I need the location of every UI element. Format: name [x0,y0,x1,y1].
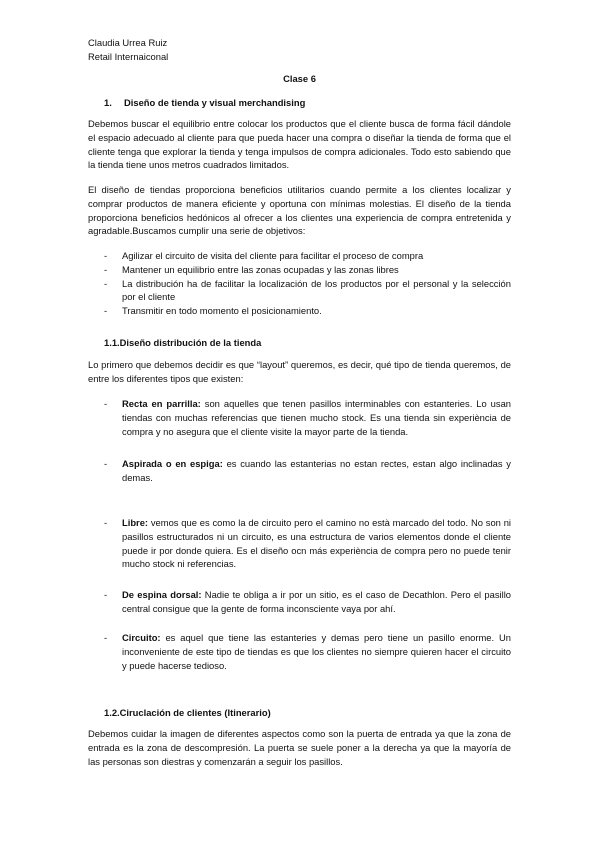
definition-text: es aquel que tiene las estanteries y demas pero tiene un pasillo enorme. Un inconveniente de este tipo de tiendas es que los clientes no siempre quieren hacer el circuito y puede hacerse tedioso. [122,632,511,671]
section-1-number: 1. [104,97,112,108]
definition-text: es cuando las estanterias no estan rectes, estan algo inclinadas y demas. [122,458,511,483]
definition-term: Libre: [122,517,149,528]
definition-text: Nadie te obliga a ir por un sitio, es el caso de Decathlon. Pero el pasillo central consigue que la gente de forma inconsciente vaya por ahí. [122,589,511,614]
section-1-2-paragraph: Debemos cuidar la imagen de diferentes aspectos como son la puerta de entrada ya que la zona de entrada es la zona de descompresión. La puerta se suele poner a la derecha ya que la mayoría de las personas son diestras y comenzarán a seguir los pasillos. [88,728,511,767]
author-block [88,36,168,64]
page-title: Clase 6 [283,73,316,84]
definition-text: vemos que es como la de circuito pero el camino no està marcado del todo. No son ni pasillos estructurados ni un circuito, es una estructura de varios elementos donde el cliente puede ir por donde quiera. Es el diseño ocn más experiència de compra pero no puede tenir mucho stock ni referencias. [122,517,511,570]
list-item: - Mantener un equilibrio entre las zonas ocupadas y las zonas libres [104,263,399,275]
section-1-1-intro: Lo primero que debemos decidir es que “layout” queremos, es decir, qué tipo de tienda queremos, de entre los diferentes tipos que existen: [88,359,511,384]
section-1-paragraph-1: Debemos buscar el equilibrio entre colocar los productos que el cliente busca de forma fácil dándole el espacio adecuado al cliente para que pueda hacer una compra o diseñar la tienda de forma que el cliente tenga que explorar la tienda y tenga impulsos de compra adicionales. Todo esto sabiendo que la tienda tiene unos metros cuadrados limitados. [88,118,511,171]
section-1-2-heading: 1.2.Ciruclación de clientes (Itinerario) [104,707,271,718]
definition-term: Recta en parrilla: [122,398,201,409]
definition-term: De espina dorsal: [122,589,202,600]
layout-definition-recta: - Recta en parrilla: son aquelles que tenen pasillos interminables con estanteries. Lo usan tiendas con muchas referencias que tienen mucho stock. Es una tienda sin experiència de compra y no asegura que el cliente visite la mayor parte de la tienda. [104,398,512,437]
layout-definition-libre: - Libre: vemos que es como la de circuito pero el camino no està marcado del todo. No son ni pasillos estructurados ni un circuito, es una estructura de varios elementos donde el cliente puede ir por donde quiera. Es el diseño ocn más experiència de compra pero no puede tenir mucho stock ni referencias. [104,517,511,570]
definition-term: Circuito: [122,632,161,643]
list-item: - La distribución ha de facilitar la localización de los productos por el personal y la selección por el cliente [104,277,511,303]
section-1-title: Diseño de tienda y visual merchandising [124,97,306,108]
definition-term: Aspirada o en espiga: [122,458,223,469]
layout-definition-espina-dorsal: - De espina dorsal: Nadie te obliga a ir por un sitio, es el caso de Decathlon. Pero el pasillo central consigue que la gente de forma inconsciente vaya por ahí. [104,589,511,614]
layout-definition-circuito: - Circuito: es aquel que tiene las estanteries y demas pero tiene un pasillo enorme. Un inconveniente de este tipo de tiendas es que los clientes no siempre quieren hacer el circuito y puede hacerse tedioso. [104,632,511,671]
section-1-1-heading: 1.1.Diseño distribución de la tienda [104,337,262,348]
author-name: Claudia Urrea Ruiz [88,37,168,48]
objectives-list [104,249,511,318]
definition-text: son aquelles que tenen pasillos interminables con estanteries. Lo usan tiendas con muchas referencias que tienen mucho stock. Es una tienda sin experiència de compra y no asegura que el cliente visite la mayor parte de la tienda. [122,398,512,437]
list-item: - Agilizar el circuito de visita del cliente para facilitar el proceso de compra [104,250,424,261]
section-1-heading [104,96,305,110]
list-item: - Transmitir en todo momento el posicionamiento. [104,305,322,317]
course-name: Retail Internaiconal [88,51,169,62]
section-1-paragraph-2: El diseño de tiendas proporciona beneficios utilitarios cuando permite a los clientes localizar y comprar productos de manera eficiente y oportuna con mínimas molestias. El diseño de la tienda proporciona beneficios hedónicos al ofrecer a los clientes una experiencia de compra entretenida y agradable.Buscamos cumplir una serie de objetivos: [88,184,511,237]
layout-definition-espiga: - Aspirada o en espiga: es cuando las estanterias no estan rectes, estan algo inclinadas y demas. [104,458,511,483]
